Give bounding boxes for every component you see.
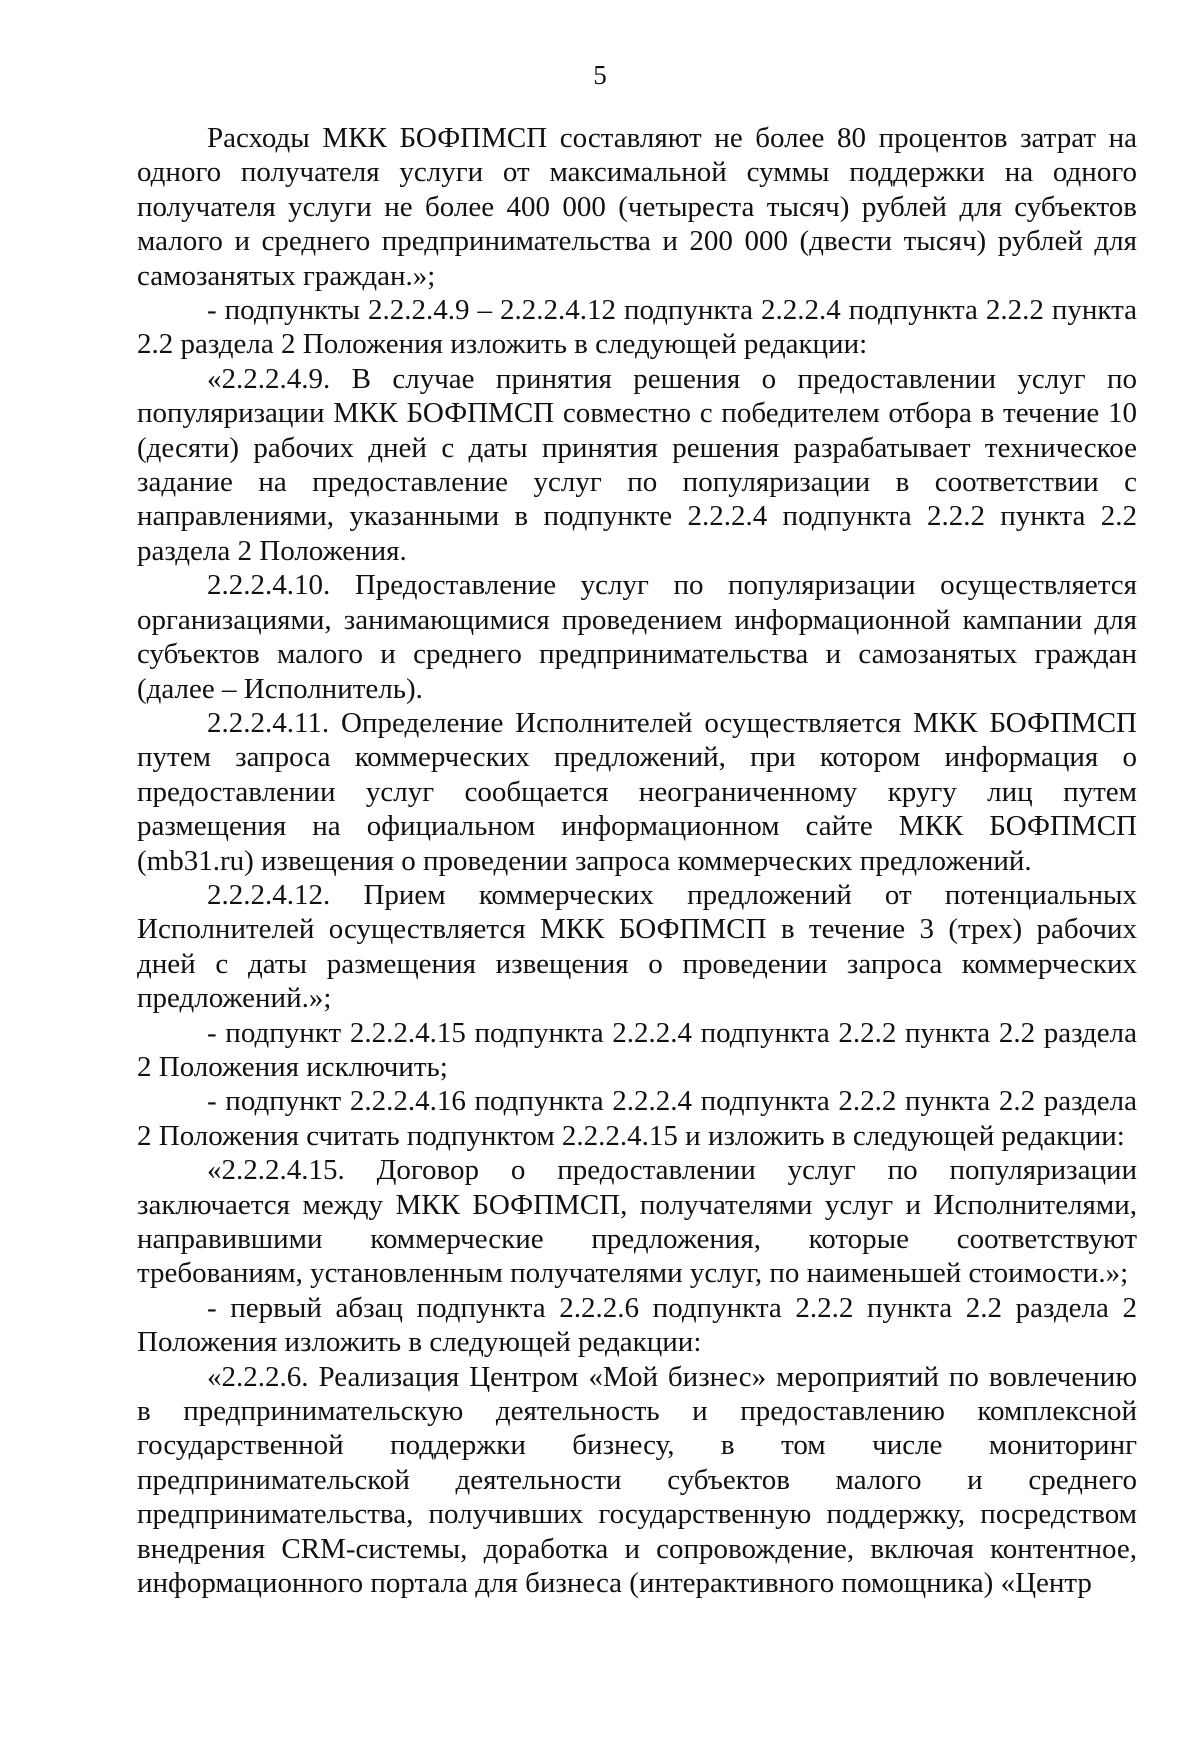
- paragraph-expenses: Расходы МКК БОФПМСП составляют не более 80 процентов затрат на одного получателя услуги от максимальной суммы поддержки на одного получателя услуги не более 400 000 (четыреста тысяч) рублей для субъектов малого и среднего предпринимательства и 200 000 (двести тысяч) рублей для самозанятых граждан.»;: [137, 122, 1137, 292]
- paragraph-2-2-2-4-12: 2.2.2.4.12. Прием коммерческих предложений от потенциальных Исполнителей осуществляется МКК БОФПМСП в течение 3 (трех) рабочих дней с даты размещения извещения о проведении запроса коммерческих предложений.»;: [137, 878, 1137, 1015]
- paragraph-2-2-2-4-11: 2.2.2.4.11. Определение Исполнителей осуществляется МКК БОФПМСП путем запроса коммерческих предложений, при котором информация о предоставлении услуг сообщается неограниченному кругу лиц путем размещения на официальном информационном сайте МКК БОФПМСП (mb31.ru) извещения о проведении запроса коммерческих предложений.: [137, 706, 1137, 877]
- document-body: [137, 121, 1137, 1600]
- paragraph-2-2-2-6: «2.2.2.6. Реализация Центром «Мой бизнес» мероприятий по вовлечению в предпринимательскую деятельность и предоставлению комплексной государственной поддержки бизнесу, в том числе мониторинг предпринимательской деятельности субъектов малого и среднего предпринимательства, получивших государственную поддержку, посредством внедрения CRM-системы, доработка и сопровождение, включая контентное, информационного портала для бизнеса (интерактивного помощника) «Центр: [137, 1360, 1137, 1600]
- paragraph-2-2-2-4-15: «2.2.2.4.15. Договор о предоставлении услуг по популяризации заключается между МКК БОФПМСП, получателями услуг и Исполнителями, направившими коммерческие предложения, которые соответствуют требованиям, установленным получателями услуг, по наименьшей стоимости.»;: [137, 1154, 1137, 1290]
- paragraph-amend-2-2-2-6: - первый абзац подпункта 2.2.2.6 подпункта 2.2.2 пункта 2.2 раздела 2 Положения изложить в следующей редакции:: [137, 1291, 1137, 1359]
- paragraph-exclude-2-2-2-4-15: - подпункт 2.2.2.4.15 подпункта 2.2.2.4 подпункта 2.2.2 пункта 2.2 раздела 2 Положения исключить;: [137, 1016, 1137, 1083]
- page-number: 5: [593, 60, 607, 90]
- paragraph-amend-subitems-9-12: - подпункты 2.2.2.4.9 – 2.2.2.4.12 подпункта 2.2.2.4 подпункта 2.2.2 пункта 2.2 раздела 2 Положения изложить в следующей редакции:: [137, 294, 1137, 361]
- paragraph-2-2-2-4-10: 2.2.2.4.10. Предоставление услуг по популяризации осуществляется организациями, занимающимися проведением информационной кампании для субъектов малого и среднего предпринимательства и самозанятых граждан (далее – Исполнитель).: [137, 569, 1137, 705]
- paragraph-renumber-2-2-2-4-16: - подпункт 2.2.2.4.16 подпункта 2.2.2.4 подпункта 2.2.2 пункта 2.2 раздела 2 Положения считать подпунктом 2.2.2.4.15 и изложить в следующей редакции:: [137, 1085, 1137, 1152]
- paragraph-2-2-2-4-9: «2.2.2.4.9. В случае принятия решения о предоставлении услуг по популяризации МКК БОФПМСП совместно с победителем отбора в течение 10 (десяти) рабочих дней с даты принятия решения разрабатывает техническое задание на предоставление услуг по популяризации в соответствии с направлениями, указанными в подпункте 2.2.2.4 подпункта 2.2.2 пункта 2.2 раздела 2 Положения.: [137, 362, 1137, 567]
